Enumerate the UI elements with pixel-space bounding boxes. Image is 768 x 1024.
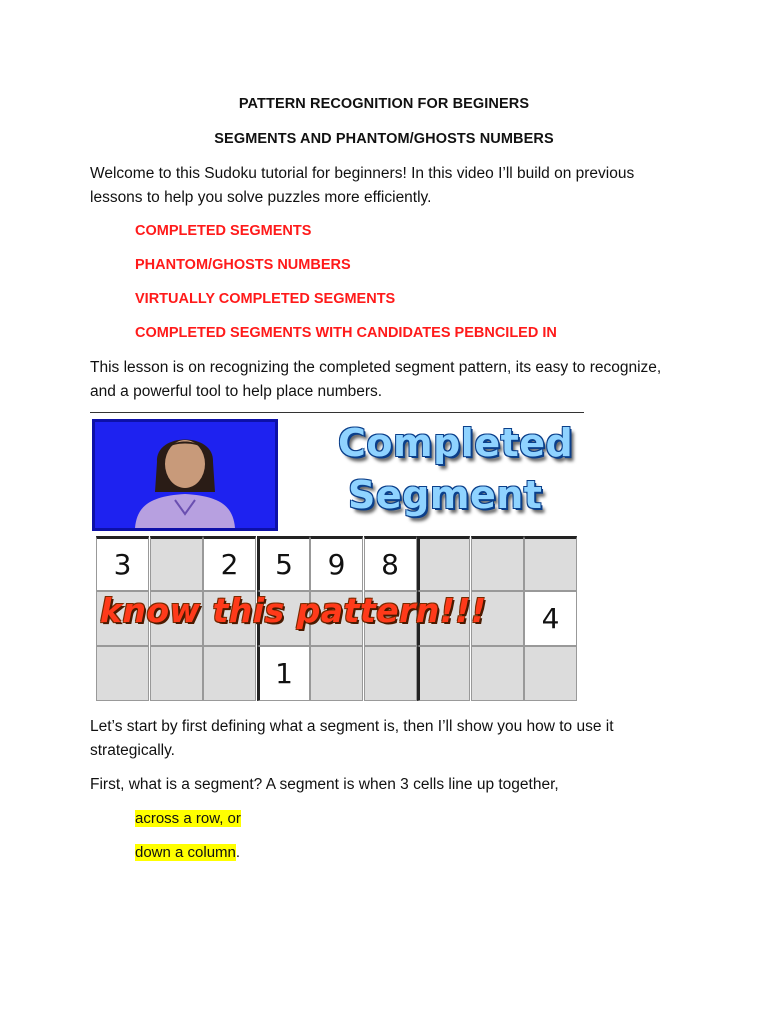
way-suffix: . xyxy=(235,844,241,861)
grid-cell xyxy=(203,646,256,701)
grid-cell xyxy=(364,646,417,701)
topic-item: VIRTUALLY COMPLETED SEGMENTS xyxy=(135,291,396,307)
grid-cell: 3 xyxy=(96,536,149,591)
topic-item: COMPLETED SEGMENTS WITH CANDIDATES PEBNCILED IN xyxy=(135,325,557,341)
lesson-paragraph: This lesson is on recognizing the completed segment pattern, its easy to recognize, and a powerful tool to help place numbers. xyxy=(90,359,662,400)
document-title: PATTERN RECOGNITION FOR BEGINERS xyxy=(238,96,530,112)
grid-cell: 9 xyxy=(310,536,363,591)
intro-paragraph: Welcome to this Sudoku tutorial for beginners! In this video I’ll build on previous lessons to help you solve puzzles more efficiently. xyxy=(90,165,635,206)
grid-cell xyxy=(310,646,363,701)
presenter-portrait xyxy=(95,422,275,528)
document-subtitle: SEGMENTS AND PHANTOM/GHOSTS NUMBERS xyxy=(214,131,554,147)
grid-cell xyxy=(417,536,470,591)
presenter-video xyxy=(92,419,278,531)
banner-line-1: Completed xyxy=(338,421,574,465)
grid-cell: 4 xyxy=(524,591,577,646)
way-item xyxy=(135,844,240,861)
grid-cell xyxy=(471,646,524,701)
definition-paragraph: First, what is a segment? A segment is when 3 cells line up together, xyxy=(90,776,559,793)
grid-cell xyxy=(417,646,470,701)
topic-item: COMPLETED SEGMENTS xyxy=(135,223,312,239)
start-paragraph: Let’s start by first defining what a segment is, then I’ll show you how to use it strategically. xyxy=(90,718,614,759)
video-thumbnail xyxy=(90,415,584,705)
banner-line-2: Segment xyxy=(348,473,543,517)
grid-cell xyxy=(96,646,149,701)
grid-cell: 5 xyxy=(257,536,310,591)
way-item xyxy=(135,810,241,827)
grid-cell: 8 xyxy=(364,536,417,591)
grid-cell: 2 xyxy=(203,536,256,591)
highlighted-text: down a column xyxy=(135,844,236,861)
grid-cell xyxy=(471,536,524,591)
grid-cell xyxy=(150,536,203,591)
divider xyxy=(90,412,584,413)
grid-cell xyxy=(524,536,577,591)
grid-cell xyxy=(524,646,577,701)
overlay-caption: know this pattern!!! xyxy=(100,591,487,630)
grid-cell: 1 xyxy=(257,646,310,701)
highlighted-text: across a row, or xyxy=(135,810,241,827)
topic-item: PHANTOM/GHOSTS NUMBERS xyxy=(135,257,351,273)
grid-cell xyxy=(150,646,203,701)
